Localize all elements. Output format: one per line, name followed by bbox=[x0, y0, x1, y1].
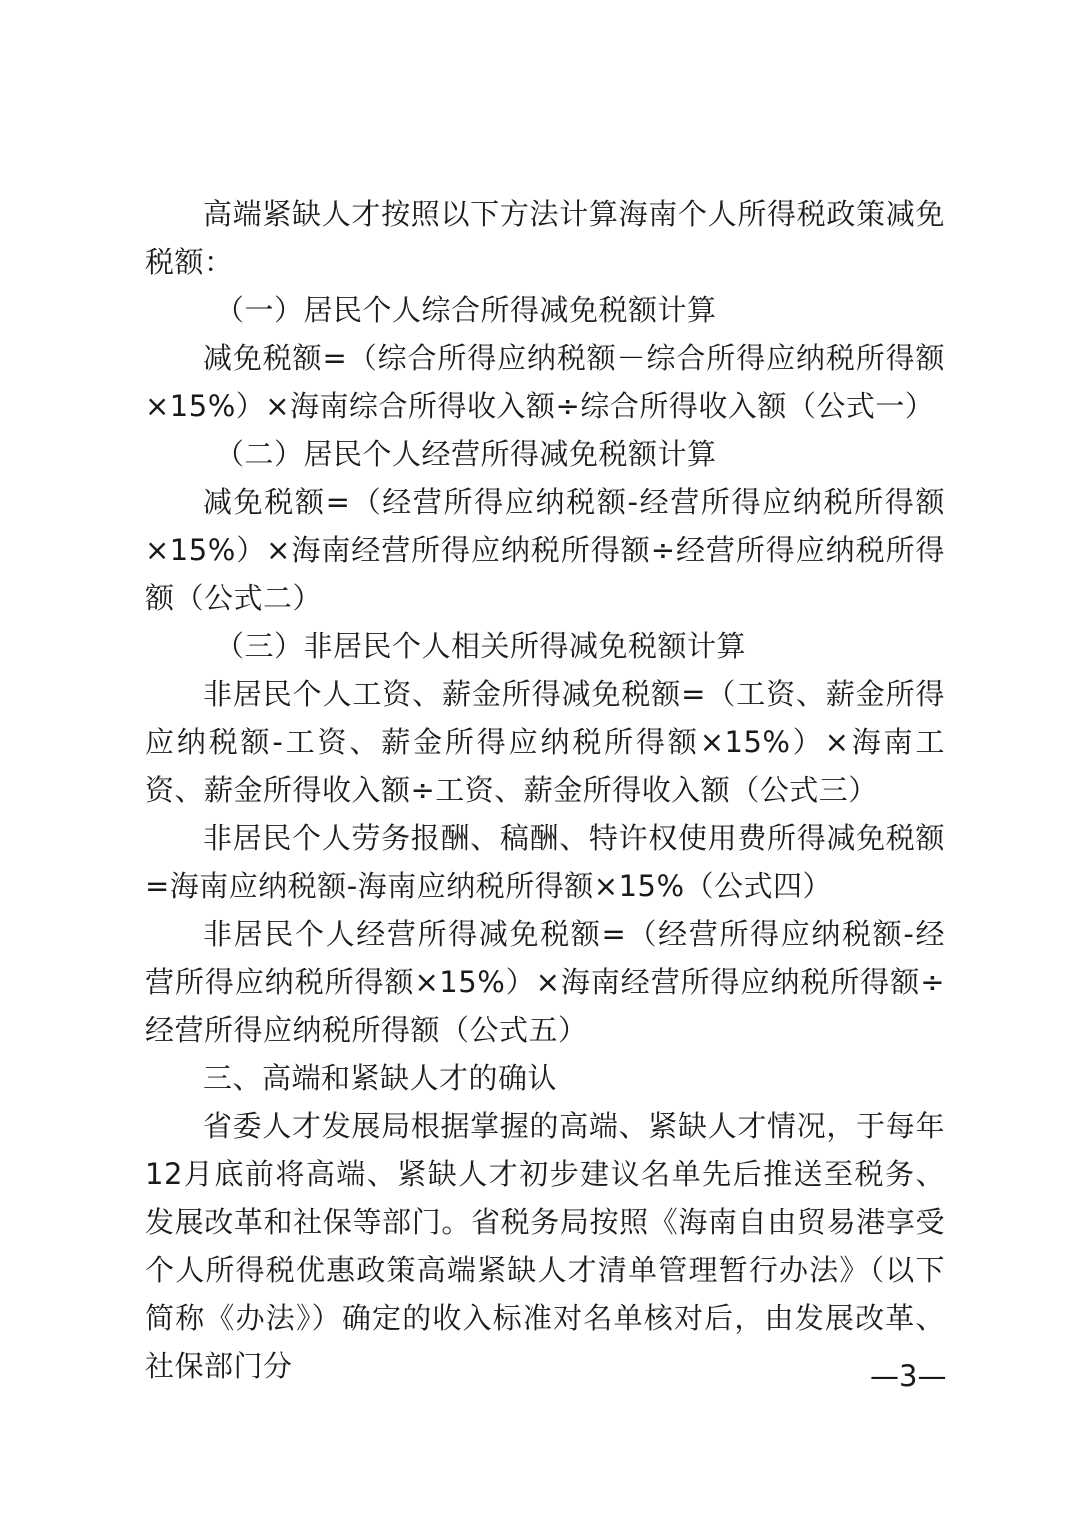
document-body bbox=[145, 190, 945, 1390]
page-number: —3— bbox=[870, 1359, 947, 1393]
intro-paragraph: 高端紧缺人才按照以下方法计算海南个人所得税政策减免税额： bbox=[145, 197, 945, 279]
formula-one-paragraph: 减免税额=（综合所得应纳税额－综合所得应纳税所得额×15%）×海南综合所得收入额÷综合所得收入额（公式一） bbox=[145, 341, 945, 423]
section-heading-talent-confirmation: 三、高端和紧缺人才的确认 bbox=[203, 1061, 558, 1095]
subheading-resident-business: （二）居民个人经营所得减免税额计算 bbox=[215, 437, 717, 471]
subheading-resident-comprehensive: （一）居民个人综合所得减免税额计算 bbox=[215, 293, 717, 327]
formula-five-paragraph: 非居民个人经营所得减免税额=（经营所得应纳税额-经营所得应纳税所得额×15%）×海南经营所得应纳税所得额÷经营所得应纳税所得额（公式五） bbox=[145, 917, 945, 1047]
formula-three-paragraph: 非居民个人工资、薪金所得减免税额=（工资、薪金所得应纳税额-工资、薪金所得应纳税所得额×15%）×海南工资、薪金所得收入额÷工资、薪金所得收入额（公式三） bbox=[145, 677, 945, 807]
formula-four-paragraph: 非居民个人劳务报酬、稿酬、特许权使用费所得减免税额=海南应纳税额-海南应纳税所得额×15%（公式四） bbox=[145, 821, 945, 903]
subheading-nonresident: （三）非居民个人相关所得减免税额计算 bbox=[215, 629, 747, 663]
section-body-paragraph: 省委人才发展局根据掌握的高端、紧缺人才情况，于每年12月底前将高端、紧缺人才初步建议名单先后推送至税务、发展改革和社保等部门。省税务局按照《海南自由贸易港享受个人所得税优惠政策高端紧缺人才清单管理暂行办法》（以下简称《办法》）确定的收入标准对名单核对后，由发展改革、社保部门分 bbox=[145, 1109, 945, 1383]
formula-two-paragraph: 减免税额=（经营所得应纳税额-经营所得应纳税所得额×15%）×海南经营所得应纳税所得额÷经营所得应纳税所得额（公式二） bbox=[145, 485, 945, 615]
